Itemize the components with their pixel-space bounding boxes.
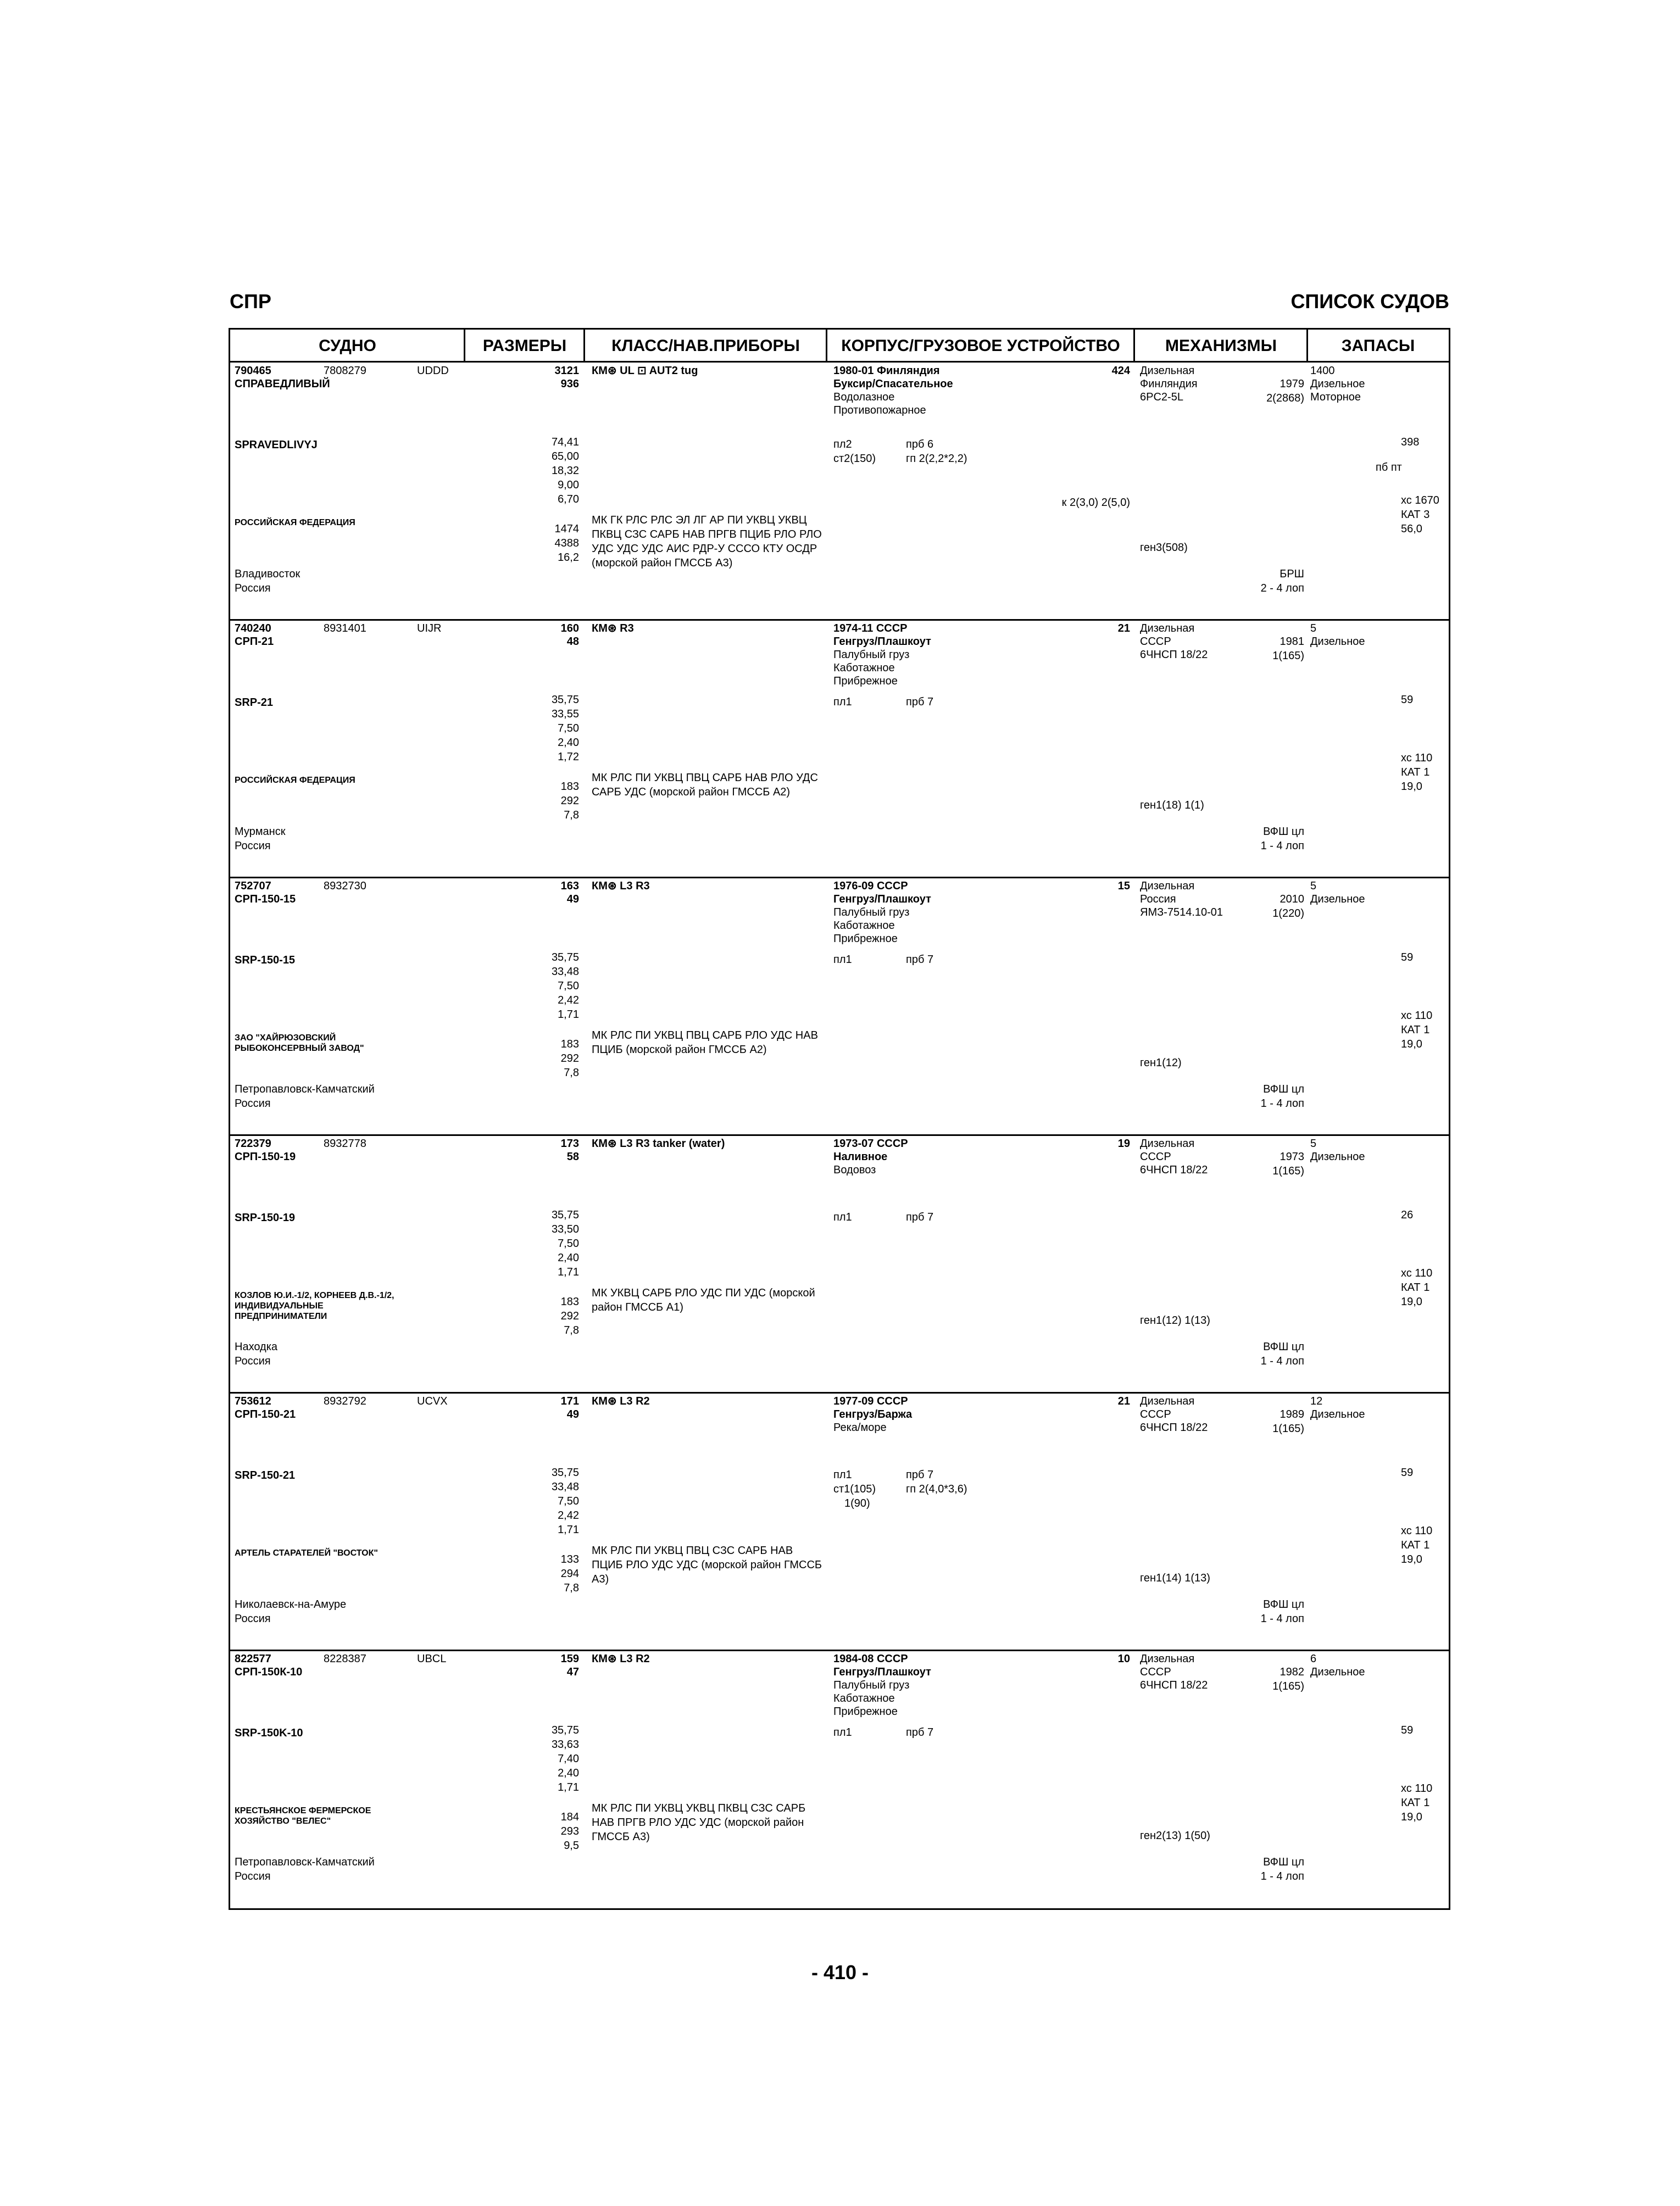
dim-top-cell: 47 — [566, 1666, 579, 1678]
propeller-blades-cell: 1 - 4 лоп — [1260, 1870, 1304, 1882]
column-header-vessel: СУДНО — [230, 330, 465, 363]
hull-lines-cell: Каботажное — [833, 920, 895, 932]
dims-cell: 33,48 — [551, 966, 579, 978]
dims2-cell: 183 — [560, 781, 579, 793]
sup-range-cell: хс 110 — [1401, 1782, 1433, 1795]
sup-speed-cell: 19,0 — [1401, 781, 1422, 793]
eng-year-cell: 1981 — [1280, 636, 1304, 648]
dims-cell: 2,40 — [558, 1252, 579, 1264]
header-divider — [583, 330, 585, 363]
column-header-dimensions: РАЗМЕРЫ — [465, 330, 585, 363]
eng-country-cell: СССР — [1140, 1151, 1171, 1163]
propeller-blades-cell: 1 - 4 лоп — [1260, 840, 1304, 852]
dims2-cell: 1474 — [554, 523, 579, 535]
dim-top-cell: 171 — [560, 1395, 579, 1407]
dims2-cell: 16,2 — [558, 552, 579, 564]
nav-equipment-cell: МК УКВЦ САРБ РЛО УДС ПИ УДС (морской район ГМССБ А1) — [592, 1287, 815, 1313]
sup-range-cell: хс 110 — [1401, 1267, 1433, 1279]
home-port-cell: Находка — [235, 1341, 278, 1353]
gear-b-cell: гп 2(2,2*2,2) — [906, 453, 967, 465]
sup-range-cell: хс 110 — [1401, 1525, 1433, 1537]
column-header-hull: КОРПУС/ГРУЗОВОЕ УСТРОЙСТВО — [827, 330, 1134, 363]
dims-cell: 74,41 — [551, 436, 579, 448]
hull-lines-cell: Палубный груз — [833, 906, 910, 918]
sup-num-cell: 26 — [1401, 1209, 1414, 1221]
sup-fuel-cell: Дизельное — [1310, 378, 1365, 390]
class-notation-cell: КМ⊛ L3 R2 — [592, 1395, 650, 1407]
deck-a-cell: пл1 — [833, 1211, 852, 1223]
dim-top-cell: 163 — [560, 880, 579, 892]
dim-top-cell: 49 — [566, 1408, 579, 1420]
eng-power-cell: 1(165) — [1272, 1423, 1304, 1435]
dims-cell: 7,50 — [558, 722, 579, 734]
registry-number-cell: 822577 — [235, 1653, 271, 1665]
imo-number-cell: 8932778 — [324, 1138, 366, 1150]
dims2-cell: 292 — [560, 1310, 579, 1322]
deck-a-cell: пл1 — [833, 696, 852, 708]
hull-number-cell: 10 — [1117, 1653, 1130, 1665]
eng-power-cell: 1(165) — [1272, 1680, 1304, 1692]
dims-cell: 33,50 — [551, 1223, 579, 1235]
eng-type-cell: Дизельная — [1140, 1395, 1195, 1407]
home-port-cell: Петропавловск-Камчатский — [235, 1083, 375, 1095]
record-divider — [230, 1134, 1449, 1136]
ship-record — [230, 879, 1449, 1137]
generators-cell: ген1(12) — [1140, 1057, 1182, 1069]
flag-country-cell: Россия — [235, 582, 271, 594]
gear-a-cell: ст2(150) — [833, 453, 876, 465]
deck-b-cell: прб 6 — [906, 438, 934, 450]
hull-lines-cell: Прибрежное — [833, 933, 898, 945]
registry-number-cell: 722379 — [235, 1138, 271, 1150]
hull-lines-cell: Прибрежное — [833, 675, 898, 687]
vessel-type-cell: Генгруз/Плашкоут — [833, 636, 931, 648]
class-notation-cell: КМ⊛ UL ⊡ AUT2 tug — [592, 365, 698, 377]
imo-number-cell: 8228387 — [324, 1653, 366, 1665]
class-notation-cell: КМ⊛ R3 — [592, 622, 634, 634]
dim-top-cell: 48 — [566, 636, 579, 648]
dims-cell: 1,71 — [558, 1266, 579, 1278]
call-sign-cell: UDDD — [417, 365, 449, 377]
sup-num-cell: 59 — [1401, 951, 1414, 963]
header-divider — [1133, 330, 1135, 363]
sup-speed-cell: 19,0 — [1401, 1811, 1422, 1823]
header-right: СПИСОК СУДОВ — [1290, 290, 1449, 313]
generators-cell: ген3(508) — [1140, 542, 1188, 554]
deck-b-cell: прб 7 — [906, 696, 934, 708]
dims2-cell: 7,8 — [564, 809, 579, 821]
deck-a-cell: пл1 — [833, 954, 852, 966]
vessel-name-latin-cell: SRP-150K-10 — [235, 1727, 303, 1739]
dim-top-cell: 936 — [560, 378, 579, 390]
sup-range-cell: хс 110 — [1401, 752, 1433, 764]
hull-build-info-cell: 1980-01 Финляндия — [833, 365, 940, 377]
generators-cell: ген1(14) 1(13) — [1140, 1572, 1210, 1584]
propeller-cell: ВФШ цл — [1263, 826, 1304, 838]
dims-cell: 35,75 — [551, 694, 579, 706]
sup-cat-cell: КАТ 1 — [1401, 1539, 1430, 1551]
dims-cell: 6,70 — [558, 493, 579, 505]
record-divider — [230, 619, 1449, 621]
sup-top-cell: 1400 — [1310, 365, 1335, 377]
gear-b-cell: гп 2(4,0*3,6) — [906, 1483, 967, 1495]
dims2-cell: 292 — [560, 795, 579, 807]
vessel-type-cell: Генгруз/Плашкоут — [833, 1666, 931, 1678]
flag-country-cell: Россия — [235, 1870, 271, 1882]
dims2-cell: 183 — [560, 1296, 579, 1308]
dims2-cell: 293 — [560, 1825, 579, 1837]
dim-top-cell: 159 — [560, 1653, 579, 1665]
ship-record — [230, 1394, 1449, 1652]
sup-top-cell: 5 — [1310, 1138, 1317, 1150]
dims2-cell: 292 — [560, 1052, 579, 1065]
vessel-owner-cell: КОЗЛОВ Ю.И.-1/2, КОРНЕЕВ Д.В.-1/2, ИНДИВИДУАЛЬНЫЕ ПРЕДПРИНИМАТЕЛИ — [235, 1291, 394, 1321]
column-header-machinery: МЕХАНИЗМЫ — [1134, 330, 1308, 363]
vessel-name-latin-cell: SPRAVEDLIVYJ — [235, 439, 318, 451]
sup-cat-cell: КАТ 1 — [1401, 1024, 1430, 1036]
sup-speed-cell: 19,0 — [1401, 1296, 1422, 1308]
eng-type-cell: Дизельная — [1140, 622, 1195, 634]
dims-cell: 9,00 — [558, 479, 579, 491]
flag-country-cell: Россия — [235, 1613, 271, 1625]
dims-cell: 33,48 — [551, 1481, 579, 1493]
vessel-owner-cell: АРТЕЛЬ СТАРАТЕЛЕЙ "ВОСТОК" — [235, 1548, 378, 1558]
dims2-cell: 9,5 — [564, 1840, 579, 1852]
nav-equipment-cell: МК РЛС ПИ УКВЦ ПВЦ СЗС САРБ НАВ ПЦИБ РЛО УДС УДС (морской район ГМССБ А3) — [592, 1545, 822, 1585]
eng-year-cell: 1982 — [1280, 1666, 1304, 1678]
ship-list-table — [229, 328, 1450, 1910]
vessel-type-cell: Буксир/Спасательное — [833, 378, 953, 390]
eng-power-cell: 1(220) — [1272, 907, 1304, 920]
home-port-cell: Петропавловск-Камчатский — [235, 1856, 375, 1868]
propeller-cell: ВФШ цл — [1263, 1341, 1304, 1353]
dims2-cell: 133 — [560, 1553, 579, 1566]
eng-type-cell: Дизельная — [1140, 1653, 1195, 1665]
sup-num-cell: 398 — [1401, 436, 1420, 448]
sup-top-cell: 12 — [1310, 1395, 1323, 1407]
imo-number-cell: 8932730 — [324, 880, 366, 892]
vessel-owner-cell: ЗАО "ХАЙРЮЗОВСКИЙ РЫБОКОНСЕРВНЫЙ ЗАВОД" — [235, 1033, 364, 1053]
imo-number-cell: 8932792 — [324, 1395, 366, 1407]
registry-number-cell: 790465 — [235, 365, 271, 377]
dims2-cell: 7,8 — [564, 1582, 579, 1594]
sup-fuel-cell: Дизельное — [1310, 636, 1365, 648]
sup-fuel-cell: Дизельное — [1310, 893, 1365, 905]
deck-a-cell: пл2 — [833, 438, 852, 450]
propeller-cell: БРШ — [1280, 568, 1304, 580]
eng-power-cell: 1(165) — [1272, 650, 1304, 662]
propeller-cell: ВФШ цл — [1263, 1083, 1304, 1095]
dims2-cell: 183 — [560, 1038, 579, 1050]
class-notation-cell: КМ⊛ L3 R3 tanker (water) — [592, 1138, 725, 1150]
dims-cell: 1,71 — [558, 1781, 579, 1793]
generators-cell: ген2(13) 1(50) — [1140, 1830, 1210, 1842]
hull-build-info-cell: 1977-09 СССР — [833, 1395, 908, 1407]
imo-number-cell: 8931401 — [324, 622, 366, 634]
home-port-cell: Николаевск-на-Амуре — [235, 1598, 347, 1611]
sup-top-cell: 5 — [1310, 880, 1317, 892]
flag-country-cell: Россия — [235, 1355, 271, 1367]
eng-power-cell: 1(165) — [1272, 1165, 1304, 1177]
dims-cell: 33,63 — [551, 1739, 579, 1751]
dim-top-cell: 160 — [560, 622, 579, 634]
eng-country-cell: СССР — [1140, 1408, 1171, 1420]
hull-lines-cell: Каботажное — [833, 1692, 895, 1704]
record-divider — [230, 877, 1449, 878]
sup-num-cell: 59 — [1401, 694, 1414, 706]
home-port-cell: Владивосток — [235, 568, 301, 580]
deck-b-cell: прб 7 — [906, 954, 934, 966]
nav-equipment-cell: МК ГК РЛС РЛС ЭЛ ЛГ АР ПИ УКВЦ УКВЦ ПКВЦ СЗС САРБ НАВ ПРГВ ПЦИБ РЛО РЛО УДС УДС УДС АИС РДР-У СССО КТУ ОСДР (морской район ГМССБ А3) — [592, 514, 822, 569]
sup-top-cell: 5 — [1310, 622, 1317, 634]
dims-cell: 7,50 — [558, 980, 579, 992]
propeller-cell: ВФШ цл — [1263, 1856, 1304, 1868]
vessel-name-cell: СРП-150-21 — [235, 1408, 296, 1420]
vessel-owner-cell: КРЕСТЬЯНСКОЕ ФЕРМЕРСКОЕ ХОЗЯЙСТВО "ВЕЛЕС" — [235, 1806, 371, 1826]
header-divider — [1306, 330, 1308, 363]
dims-cell: 1,71 — [558, 1524, 579, 1536]
header-left: СПР — [230, 290, 271, 313]
vessel-name-cell: СРП-150-15 — [235, 893, 296, 905]
sup-fuel-cell: Дизельное — [1310, 1151, 1365, 1163]
record-divider — [230, 1650, 1449, 1651]
hull-lines-cell: Палубный груз — [833, 649, 910, 661]
hull-lines-cell: Река/море — [833, 1422, 887, 1434]
dims-cell: 2,40 — [558, 737, 579, 749]
dims-cell: 65,00 — [551, 450, 579, 463]
vessel-name-latin-cell: SRP-21 — [235, 697, 274, 709]
dims-cell: 2,42 — [558, 994, 579, 1006]
eng-model-cell: 6ЧНСП 18/22 — [1140, 1422, 1208, 1434]
vessel-name-latin-cell: SRP-150-19 — [235, 1212, 296, 1224]
page-number: - 410 - — [811, 1961, 869, 1984]
hull-lines-cell: Прибрежное — [833, 1706, 898, 1718]
sup-fuel2-cell: Моторное — [1310, 391, 1361, 403]
sup-cat-cell: КАТ 1 — [1401, 1282, 1430, 1294]
dims-cell: 2,40 — [558, 1767, 579, 1779]
sup-speed-cell: 19,0 — [1401, 1038, 1422, 1050]
hull-number-cell: 21 — [1117, 1395, 1130, 1407]
deck-b-cell: прб 7 — [906, 1211, 934, 1223]
sup-cat-cell: КАТ 1 — [1401, 1797, 1430, 1809]
propeller-blades-cell: 2 - 4 лоп — [1260, 582, 1304, 594]
gear-c-cell: 1(90) — [844, 1497, 870, 1509]
hull-number-cell: 19 — [1117, 1138, 1130, 1150]
nav-equipment-cell: МК РЛС ПИ УКВЦ ПВЦ САРБ НАВ РЛО УДС САРБ УДС (морской район ГМССБ А2) — [592, 772, 818, 798]
dims-cell: 2,42 — [558, 1509, 579, 1522]
sup-fuel-cell: Дизельное — [1310, 1408, 1365, 1420]
sup-range-cell: хс 1670 — [1401, 494, 1439, 506]
sup-range-cell: хс 110 — [1401, 1010, 1433, 1022]
vessel-owner-cell: РОССИЙСКАЯ ФЕДЕРАЦИЯ — [235, 518, 355, 527]
sup-extra-cell: пб пт — [1376, 461, 1402, 473]
dims-cell: 1,72 — [558, 751, 579, 763]
nav-equipment-cell: МК РЛС ПИ УКВЦ УКВЦ ПКВЦ СЗС САРБ НАВ ПРГВ РЛО УДС УДС (морской район ГМССБ А3) — [592, 1802, 806, 1843]
hull-build-info-cell: 1974-11 СССР — [833, 622, 908, 634]
call-sign-cell: UCVX — [417, 1395, 448, 1407]
eng-model-cell: 6ЧНСП 18/22 — [1140, 1679, 1208, 1691]
vessel-name-latin-cell: SRP-150-15 — [235, 954, 296, 966]
eng-model-cell: 6ЧНСП 18/22 — [1140, 1164, 1208, 1176]
eng-year-cell: 1973 — [1280, 1151, 1304, 1163]
ship-record — [230, 1137, 1449, 1394]
dims-cell: 35,75 — [551, 1209, 579, 1221]
imo-number-cell: 7808279 — [324, 365, 366, 377]
dims2-cell: 294 — [560, 1568, 579, 1580]
propeller-blades-cell: 1 - 4 лоп — [1260, 1355, 1304, 1367]
eng-type-cell: Дизельная — [1140, 880, 1195, 892]
dims2-cell: 7,8 — [564, 1067, 579, 1079]
class-notation-cell: КМ⊛ L3 R3 — [592, 880, 650, 892]
ship-record — [230, 621, 1449, 879]
call-sign-cell: UBCL — [417, 1653, 447, 1665]
call-sign-cell: UIJR — [417, 622, 442, 634]
cargo-cranes-cell: к 2(3,0) 2(5,0) — [1061, 497, 1130, 509]
deck-b-cell: прб 7 — [906, 1469, 934, 1481]
generators-cell: ген1(18) 1(1) — [1140, 799, 1204, 811]
dims-cell: 7,40 — [558, 1753, 579, 1765]
eng-country-cell: СССР — [1140, 636, 1171, 648]
hull-build-info-cell: 1976-09 СССР — [833, 880, 908, 892]
column-header-supplies: ЗАПАСЫ — [1308, 330, 1449, 363]
hull-lines-cell: Водолазное — [833, 391, 895, 403]
dims-cell: 18,32 — [551, 465, 579, 477]
hull-lines-cell: Противопожарное — [833, 404, 926, 416]
propeller-cell: ВФШ цл — [1263, 1598, 1304, 1611]
hull-number-cell: 424 — [1111, 365, 1130, 377]
home-port-cell: Мурманск — [235, 826, 286, 838]
eng-type-cell: Дизельная — [1140, 365, 1195, 377]
eng-type-cell: Дизельная — [1140, 1138, 1195, 1150]
ship-record — [230, 1652, 1449, 1909]
dims-cell: 35,75 — [551, 1724, 579, 1736]
sup-num-cell: 59 — [1401, 1724, 1414, 1736]
dims-cell: 35,75 — [551, 951, 579, 963]
record-divider — [230, 1392, 1449, 1394]
nav-equipment-cell: МК РЛС ПИ УКВЦ ПВЦ САРБ РЛО УДС НАВ ПЦИБ (морской район ГМССБ А2) — [592, 1029, 818, 1056]
hull-number-cell: 15 — [1117, 880, 1130, 892]
flag-country-cell: Россия — [235, 1098, 271, 1110]
hull-number-cell: 21 — [1117, 622, 1130, 634]
dims-cell: 7,50 — [558, 1238, 579, 1250]
sup-num-cell: 59 — [1401, 1467, 1414, 1479]
dims2-cell: 7,8 — [564, 1324, 579, 1336]
eng-model-cell: 6PC2-5L — [1140, 391, 1183, 403]
sup-cat-cell: КАТ 1 — [1401, 766, 1430, 778]
vessel-type-cell: Наливное — [833, 1151, 888, 1163]
header-divider — [826, 330, 827, 363]
vessel-name-cell: СРП-150-19 — [235, 1151, 296, 1163]
propeller-blades-cell: 1 - 4 лоп — [1260, 1098, 1304, 1110]
deck-a-cell: пл1 — [833, 1469, 852, 1481]
eng-model-cell: 6ЧНСП 18/22 — [1140, 649, 1208, 661]
dims2-cell: 184 — [560, 1811, 579, 1823]
vessel-owner-cell: РОССИЙСКАЯ ФЕДЕРАЦИЯ — [235, 776, 355, 785]
vessel-name-cell: СРП-21 — [235, 636, 274, 648]
hull-lines-cell: Палубный груз — [833, 1679, 910, 1691]
eng-year-cell: 1979 — [1280, 378, 1304, 390]
vessel-name-latin-cell: SRP-150-21 — [235, 1469, 296, 1481]
deck-b-cell: прб 7 — [906, 1726, 934, 1739]
sup-fuel-cell: Дизельное — [1310, 1666, 1365, 1678]
sup-top-cell: 6 — [1310, 1653, 1317, 1665]
eng-year-cell: 2010 — [1280, 893, 1304, 905]
dim-top-cell: 3121 — [554, 365, 579, 377]
vessel-name-cell: СПРАВЕДЛИВЫЙ — [235, 378, 330, 390]
dim-top-cell: 58 — [566, 1151, 579, 1163]
dims-cell: 33,55 — [551, 708, 579, 720]
column-header-class: КЛАСС/НАВ.ПРИБОРЫ — [585, 330, 827, 363]
registry-number-cell: 740240 — [235, 622, 271, 634]
hull-build-info-cell: 1973-07 СССР — [833, 1138, 908, 1150]
header-divider — [464, 330, 465, 363]
eng-power-cell: 2(2868) — [1266, 392, 1304, 404]
flag-country-cell: Россия — [235, 840, 271, 852]
eng-country-cell: СССР — [1140, 1666, 1171, 1678]
vessel-name-cell: СРП-150К-10 — [235, 1666, 303, 1678]
vessel-type-cell: Генгруз/Баржа — [833, 1408, 913, 1420]
hull-lines-cell: Каботажное — [833, 662, 895, 674]
dims-cell: 1,71 — [558, 1009, 579, 1021]
generators-cell: ген1(12) 1(13) — [1140, 1314, 1210, 1327]
dims2-cell: 4388 — [554, 537, 579, 549]
gear-a-cell: ст1(105) — [833, 1483, 876, 1495]
sup-cat-cell: КАТ 3 — [1401, 509, 1430, 521]
eng-year-cell: 1989 — [1280, 1408, 1304, 1420]
deck-a-cell: пл1 — [833, 1726, 852, 1739]
dim-top-cell: 49 — [566, 893, 579, 905]
ship-record — [230, 364, 1449, 621]
dims-cell: 35,75 — [551, 1467, 579, 1479]
eng-country-cell: Финляндия — [1140, 378, 1198, 390]
sup-speed-cell: 56,0 — [1401, 523, 1422, 535]
registry-number-cell: 752707 — [235, 880, 271, 892]
vessel-type-cell: Генгруз/Плашкоут — [833, 893, 931, 905]
eng-model-cell: ЯМЗ-7514.10-01 — [1140, 906, 1223, 918]
hull-lines-cell: Водовоз — [833, 1164, 876, 1176]
eng-country-cell: Россия — [1140, 893, 1176, 905]
class-notation-cell: КМ⊛ L3 R2 — [592, 1653, 650, 1665]
dims-cell: 7,50 — [558, 1495, 579, 1507]
sup-speed-cell: 19,0 — [1401, 1553, 1422, 1566]
hull-build-info-cell: 1984-08 СССР — [833, 1653, 908, 1665]
registry-number-cell: 753612 — [235, 1395, 271, 1407]
propeller-blades-cell: 1 - 4 лоп — [1260, 1613, 1304, 1625]
dim-top-cell: 173 — [560, 1138, 579, 1150]
